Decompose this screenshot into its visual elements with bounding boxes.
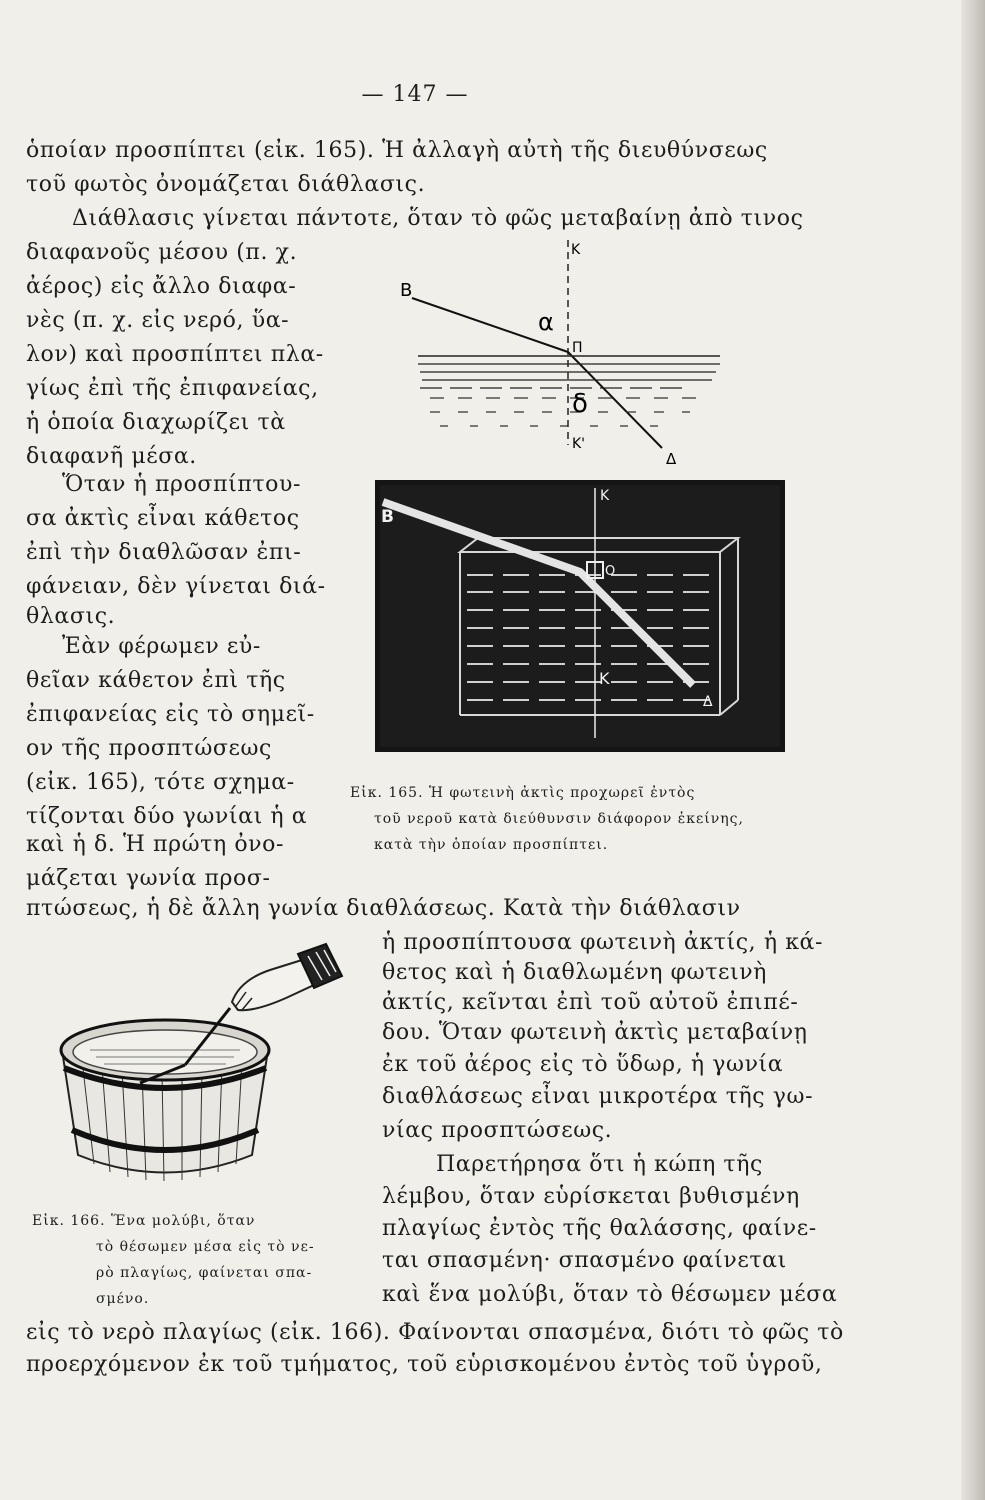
body-line: Διάθλασις γίνεται πάντοτε, ὅταν τὸ φῶς μεταβαίνῃ ἀπὸ τινος — [72, 206, 804, 231]
body-line: σα ἀκτὶς εἶναι κάθετος — [26, 506, 300, 531]
label-d: Δ — [666, 450, 677, 468]
figure-165-caption-line: τοῦ νεροῦ κατὰ διεύθυνσιν διάφορον ἐκείνης, — [374, 811, 744, 827]
body-line: λέμβου, ὅταν εὑρίσκεται βυθισμένη — [382, 1184, 800, 1209]
body-line: (εἰκ. 165), τότε σχημα- — [26, 770, 295, 795]
refraction-tank-illustration — [375, 480, 785, 752]
body-line: ον τῆς προσπτώσεως — [26, 736, 272, 761]
label-delta-small: δ — [572, 389, 588, 419]
body-line: θετος καὶ ἡ διαθλωμένη φωτεινὴ — [382, 960, 767, 985]
body-line: Παρετήρησα ὅτι ἡ κώπη τῆς — [436, 1152, 763, 1177]
label-k-prime: Κ' — [572, 436, 586, 452]
label-o: Ο — [605, 564, 616, 579]
body-line: διαφανοῦς μέσου (π. χ. — [26, 240, 298, 265]
label-k-lower: Κ — [599, 669, 610, 688]
body-line: καὶ ἡ δ. Ἡ πρώτη ὀνο- — [26, 832, 285, 857]
refraction-line-diagram — [390, 230, 730, 470]
figure-166-caption-line: Εἰκ. 166. Ἕνα μολύβι, ὅταν — [32, 1213, 256, 1229]
figure-165-caption-line: Εἰκ. 165. Ἡ φωτεινὴ ἀκτὶς προχωρεῖ ἐντὸς — [350, 785, 696, 801]
body-line: ἐπιφανείας εἰς τὸ σημεῖ- — [26, 702, 315, 727]
body-line: θεῖαν κάθετον ἐπὶ τῆς — [26, 668, 286, 693]
label-b: Β — [381, 507, 394, 527]
label-k: Κ — [600, 488, 610, 504]
label-d: Δ — [703, 694, 713, 710]
body-line: ὁποίαν προσπίπτει (εἰκ. 165). Ἡ ἀλλαγὴ αὐτὴ τῆς διευθύνσεως — [26, 138, 768, 163]
body-line: γίως ἐπὶ τῆς ἐπιφανείας, — [26, 376, 319, 401]
body-line: λον) καὶ προσπίπτει πλα- — [26, 342, 324, 367]
body-line: θλασις. — [26, 604, 116, 629]
body-line: νίας προσπτώσεως. — [382, 1118, 613, 1143]
body-line: ἀκτίς, κεῖνται ἐπὶ τοῦ αὐτοῦ ἐπιπέ- — [382, 990, 799, 1015]
label-k: Κ — [571, 242, 581, 258]
body-line: τίζονται δύο γωνίαι ἡ α — [26, 804, 308, 829]
body-line: ἐπὶ τὴν διαθλῶσαν ἐπι- — [26, 540, 302, 565]
body-line: ἀέρος) εἰς ἄλλο διαφα- — [26, 274, 297, 299]
page-number: — 147 — — [361, 82, 469, 107]
label-alpha: α — [538, 308, 554, 336]
body-line: πλαγίως ἐντὸς τῆς θαλάσσης, φαίνε- — [382, 1216, 817, 1241]
body-line: ἡ ὁποία διαχωρίζει τὰ — [26, 410, 286, 435]
label-b: Β — [400, 280, 413, 301]
figure-165-caption-line: κατὰ τὴν ὁποίαν προσπίπτει. — [374, 837, 609, 853]
body-line: καὶ ἕνα μολύβι, ὅταν τὸ θέσωμεν μέσα — [382, 1282, 838, 1307]
body-line: εἰς τὸ νερὸ πλαγίως (εἰκ. 166). Φαίνονται σπασμένα, διότι τὸ φῶς τὸ — [26, 1320, 844, 1345]
figure-166-caption-line: τὸ θέσωμεν μέσα εἰς τὸ νε- — [96, 1239, 315, 1255]
body-line: Ἐὰν φέρωμεν εὐ- — [62, 634, 261, 659]
body-line: μάζεται γωνία προσ- — [26, 866, 271, 891]
body-line: προερχόμενον ἐκ τοῦ τμήματος, τοῦ εὑρισκομένου ἐντὸς τοῦ ὑγροῦ, — [26, 1352, 823, 1377]
figure-166-caption-line: ρὸ πλαγίως, φαίνεται σπα- — [96, 1265, 313, 1281]
body-line: φάνειαν, δὲν γίνεται διά- — [26, 574, 326, 599]
figure-166-caption-line: σμένο. — [96, 1291, 150, 1307]
body-line: ἐκ τοῦ ἀέρος εἰς τὸ ὕδωρ, ἡ γωνία — [382, 1052, 784, 1077]
body-line: πτώσεως, ἡ δὲ ἄλλη γωνία διαθλάσεως. Κατὰ τὴν διάθλασιν — [26, 896, 741, 921]
body-line: τοῦ φωτὸς ὀνομάζεται διάθλασις. — [26, 172, 426, 197]
body-line: Ὅταν ἡ προσπίπτου- — [62, 472, 301, 497]
page-edge — [961, 0, 985, 1500]
body-line: ἡ προσπίπτουσα φωτεινὴ ἀκτίς, ἡ κά- — [382, 930, 824, 955]
body-line: δου. Ὅταν φωτεινὴ ἀκτὶς μεταβαίνῃ — [382, 1020, 808, 1045]
label-p: Π — [572, 340, 583, 356]
tub-pencil-illustration — [40, 940, 360, 1200]
body-line: διαφανῆ μέσα. — [26, 444, 197, 469]
body-line: νὲς (π. χ. εἰς νερό, ὕα- — [26, 308, 290, 333]
body-line: διαθλάσεως εἶναι μικροτέρα τῆς γω- — [382, 1084, 814, 1109]
body-line: ται σπασμένη· σπασμένο φαίνεται — [382, 1248, 787, 1273]
